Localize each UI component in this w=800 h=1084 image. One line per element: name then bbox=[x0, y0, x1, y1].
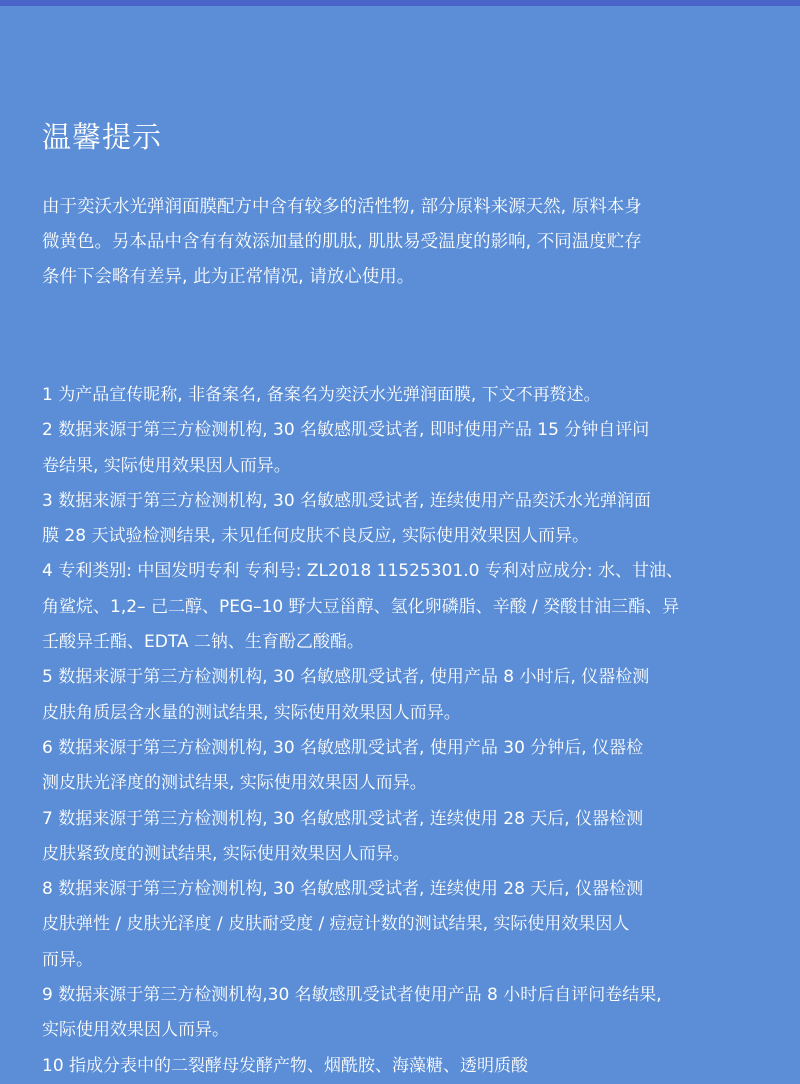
notice-paragraph bbox=[42, 190, 772, 295]
footnote-line: 角鲨烷、1,2– 己二醇、PEG–10 野大豆甾醇、氢化卵磷脂、辛酸 / 癸酸甘油三酯、异 bbox=[42, 596, 680, 617]
top-accent-bar bbox=[0, 0, 800, 6]
footnote-line: 壬酸异壬酯、EDTA 二钠、生育酚乙酸酯。 bbox=[42, 632, 364, 653]
footnote-line: 3 数据来源于第三方检测机构, 30 名敏感肌受试者, 连续使用产品奕沃水光弹润面 bbox=[42, 490, 651, 511]
footnote-line: 膜 28 天试验检测结果, 未见任何皮肤不良反应, 实际使用效果因人而异。 bbox=[42, 526, 590, 547]
footnote-line: 实际使用效果因人而异。 bbox=[42, 1020, 229, 1041]
footnote-line: 9 数据来源于第三方检测机构,30 名敏感肌受试者使用产品 8 小时后自评问卷结果, bbox=[42, 985, 662, 1006]
notice-line: 由于奕沃水光弹润面膜配方中含有较多的活性物, 部分原料来源天然, 原料本身 bbox=[42, 197, 642, 217]
footnote-line: 10 指成分表中的二裂酵母发酵产物、烟酰胺、海藻糖、透明质酸 bbox=[42, 1055, 529, 1076]
footnote-line: 5 数据来源于第三方检测机构, 30 名敏感肌受试者, 使用产品 8 小时后, 仪器检测 bbox=[42, 667, 650, 688]
footnote-line: 皮肤角质层含水量的测试结果, 实际使用效果因人而异。 bbox=[42, 702, 461, 723]
footnote-line: 卷结果, 实际使用效果因人而异。 bbox=[42, 455, 291, 476]
footnote-line: 7 数据来源于第三方检测机构, 30 名敏感肌受试者, 连续使用 28 天后, 仪器检测 bbox=[42, 808, 644, 829]
footnotes-list bbox=[42, 378, 772, 1084]
footnote-line: 测皮肤光泽度的测试结果, 实际使用效果因人而异。 bbox=[42, 773, 427, 794]
footnote-line: 2 数据来源于第三方检测机构, 30 名敏感肌受试者, 即时使用产品 15 分钟自评问 bbox=[42, 420, 650, 441]
footnote-line: 皮肤弹性 / 皮肤光泽度 / 皮肤耐受度 / 痘痘计数的测试结果, 实际使用效果因人 bbox=[42, 914, 630, 935]
footnote-line: 而异。 bbox=[42, 949, 93, 970]
footnote-line: 4 专利类别: 中国发明专利 专利号: ZL2018 11525301.0 专利对应成分: 水、甘油、 bbox=[42, 561, 683, 582]
notice-line: 条件下会略有差异, 此为正常情况, 请放心使用。 bbox=[42, 267, 415, 287]
footnote-line: 6 数据来源于第三方检测机构, 30 名敏感肌受试者, 使用产品 30 分钟后, 仪器检 bbox=[42, 737, 644, 758]
footnote-line: 皮肤紧致度的测试结果, 实际使用效果因人而异。 bbox=[42, 843, 410, 864]
page-title: 温馨提示 bbox=[42, 120, 163, 154]
notice-line: 微黄色。另本品中含有有效添加量的肌肽, 肌肽易受温度的影响, 不同温度贮存 bbox=[42, 232, 642, 252]
footnote-line: 1 为产品宣传昵称, 非备案名, 备案名为奕沃水光弹润面膜, 下文不再赘述。 bbox=[42, 385, 601, 405]
footnote-line: 8 数据来源于第三方检测机构, 30 名敏感肌受试者, 连续使用 28 天后, 仪器检测 bbox=[42, 879, 644, 900]
